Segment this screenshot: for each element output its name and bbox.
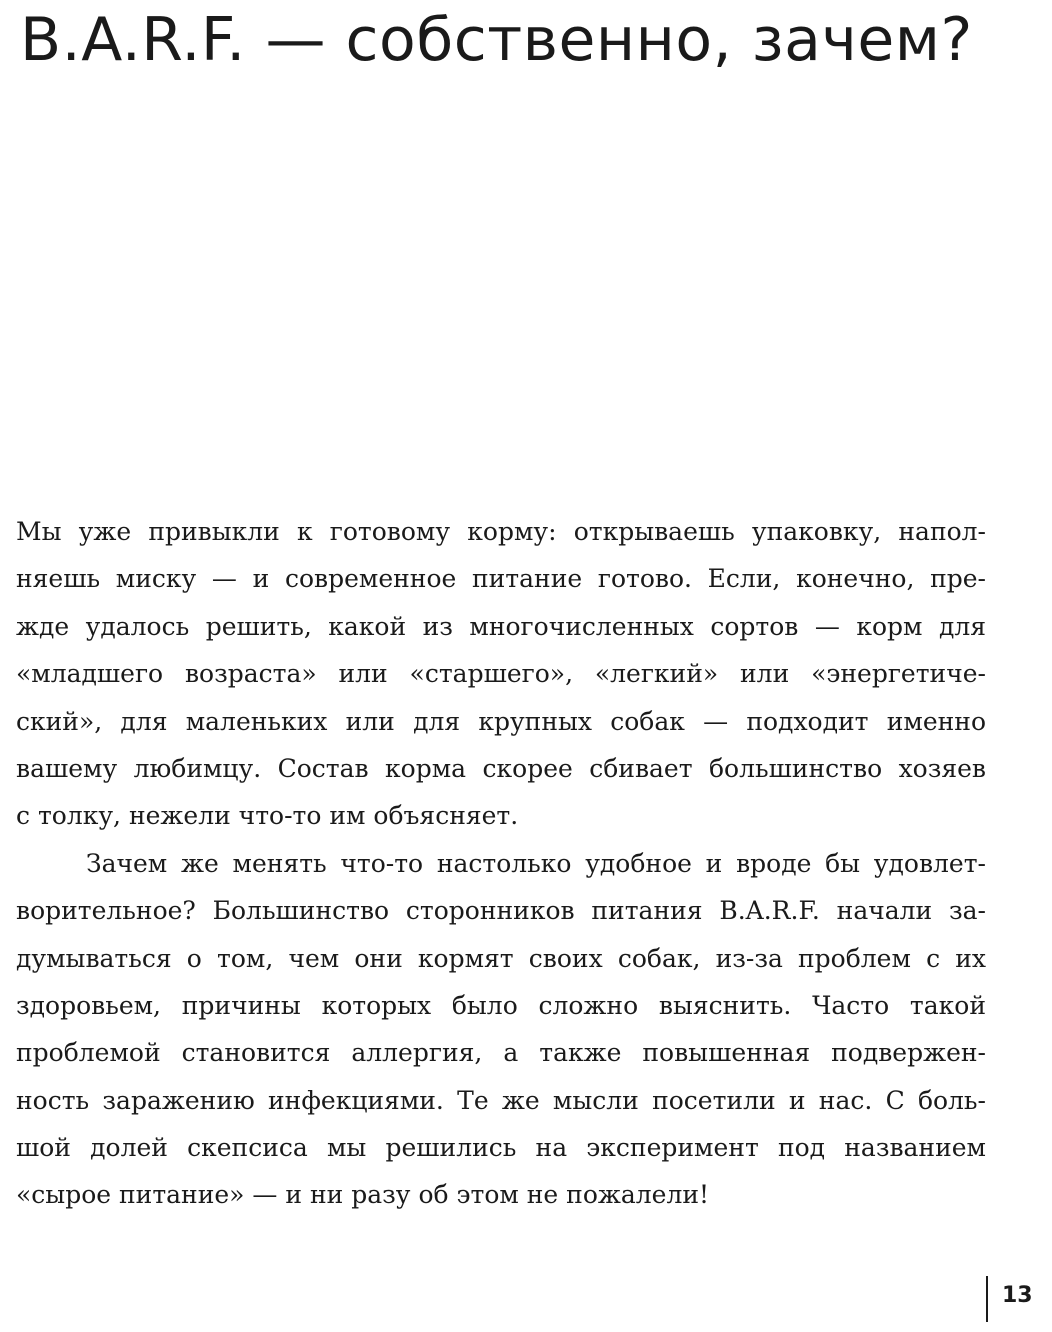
text-line: вашему любимцу. Состав корма скорее сбивает большинство хозяев [16,753,986,783]
page-number-divider [986,1276,988,1322]
text-line: ский», для маленьких или для крупных собак — подходит именно [16,706,986,736]
text-line: здоровьем, причины которых было сложно выяснить. Часто такой [16,990,986,1020]
text-line: с толку, нежели что-то им объясняет. [16,801,519,831]
page-footer [986,1276,1052,1322]
body-text [16,508,986,1219]
page-number: 13 [1002,1283,1033,1308]
text-line: шой долей скепсиса мы решились на эксперимент под названием [16,1133,986,1163]
text-line: «сырое питание» — и ни разу об этом не пожалели! [16,1180,710,1210]
text-line: Зачем же менять что-то настолько удобное и вроде бы удовлет- [86,848,986,878]
page-title: B.A.R.F. — собственно, зачем? [20,5,973,75]
text-line: «младшего возраста» или «старшего», «легкий» или «энергетиче- [16,659,986,689]
text-line: няешь миску — и современное питание готово. Если, конечно, пре- [16,564,986,594]
text-line: ворительное? Большинство сторонников питания B.A.R.F. начали за- [16,896,986,926]
text-line: думываться о том, чем они кормят своих собак, из-за проблем с их [16,943,986,973]
text-line: проблемой становится аллергия, а также повышенная подвержен- [16,1038,986,1068]
paragraph-1 [16,508,986,840]
text-line: ность заражению инфекциями. Те же мысли посетили и нас. С боль- [16,1085,986,1115]
text-line: Мы уже привыкли к готовому корму: открываешь упаковку, напол- [16,517,986,546]
paragraph-2 [16,840,986,1219]
text-line: жде удалось решить, какой из многочисленных сортов — корм для [16,611,986,641]
